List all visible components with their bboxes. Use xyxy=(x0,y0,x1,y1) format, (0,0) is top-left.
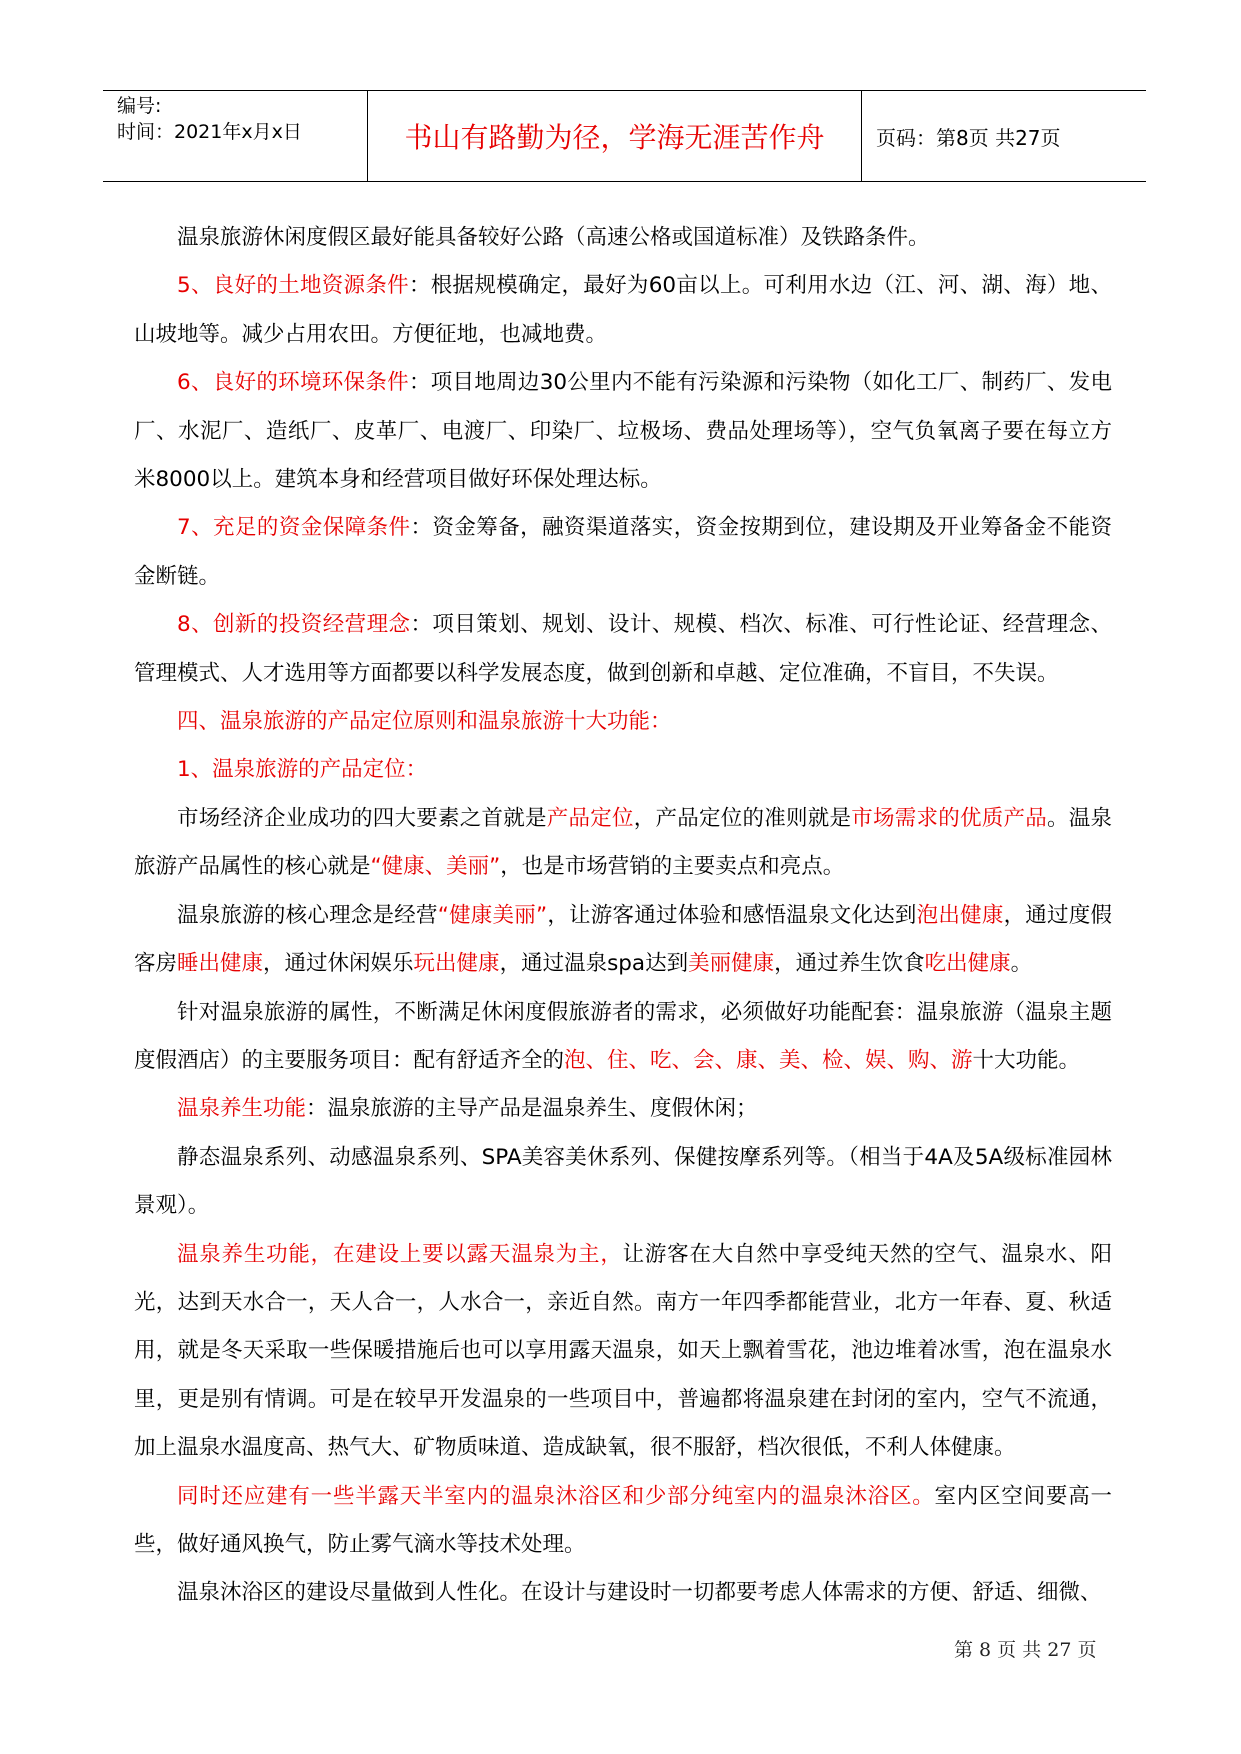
document-body xyxy=(134,214,1112,1618)
paragraph xyxy=(134,1569,1112,1617)
highlighted-text: 8、创新的投资经营理念 xyxy=(177,612,411,638)
body-text: ：温泉旅游的主导产品是温泉养生、度假休闲； xyxy=(306,1096,758,1122)
paragraph xyxy=(134,1134,1112,1231)
highlighted-text: 7、充足的资金保障条件 xyxy=(177,515,411,541)
highlighted-text: 产品定位 xyxy=(546,805,634,831)
paragraph xyxy=(134,746,1112,794)
paragraph xyxy=(134,989,1112,1086)
paragraph xyxy=(134,504,1112,601)
paragraph xyxy=(134,1231,1112,1473)
highlighted-text: 温泉养生功能，在建设上要以露天温泉为主， xyxy=(177,1241,623,1267)
highlighted-text: 美丽健康 xyxy=(688,951,775,977)
body-text: ，也是市场营销的主要卖点和亮点。 xyxy=(500,854,845,880)
highlighted-text: 市场需求的优质产品 xyxy=(851,805,1047,831)
body-text: 让游客在大自然中享受纯天然的空气、温泉水、阳光，达到天水合一，天人合一，人水合一，亲近自然。南方一年四季都能营业，北方一年春、夏、秋适用，就是冬天采取一些保暖措施后也可以享用露天温泉，如天上飘着雪花，池边堆着冰雪，泡在温泉水里，更是别有情调。可是在较早开发温泉的一些项目中，普遍都将温泉建在封闭的室内，空气不流通，加上温泉水温度高、热气大、矿物质味道、造成缺氧，很不服舒，档次很低，不利人体健康。 xyxy=(134,1241,1112,1461)
paragraph xyxy=(134,601,1112,698)
body-text: 。温泉旅游产品属性的核心就是 xyxy=(134,805,1112,880)
highlighted-text: 5、良好的土地资源条件 xyxy=(177,273,409,299)
body-text: 温泉旅游休闲度假区最好能具备较好公路（高速公格或国道标准）及铁路条件。 xyxy=(177,225,930,250)
body-text: ，产品定位的准则就是 xyxy=(633,805,852,831)
body-text: 温泉旅游的核心理念是经营 xyxy=(177,902,438,928)
header-motto: 书山有路勤为径，学海无涯苦作舟 xyxy=(368,91,862,181)
paragraph xyxy=(134,795,1112,892)
body-text: 十大功能。 xyxy=(972,1047,1081,1073)
serial-number-label: 编号: xyxy=(117,95,162,117)
paragraph xyxy=(134,1085,1112,1133)
highlighted-text: “健康美丽” xyxy=(437,902,548,928)
paragraph xyxy=(134,698,1112,746)
body-text: 温泉沐浴区的建设尽量做到人性化。在设计与建设时一切都要考虑人体需求的方便、舒适、细微、 xyxy=(177,1580,1102,1606)
body-text: ，让游客通过体验和感悟温泉文化达到 xyxy=(547,902,917,928)
paragraph xyxy=(134,359,1112,504)
highlighted-text: “健康、美丽” xyxy=(370,854,501,880)
body-text: 。 xyxy=(1010,951,1033,977)
body-text: 静态温泉系列、动感温泉系列、SPA美容美休系列、保健按摩系列等。（相当于4A及5A级标准园林景观）。 xyxy=(134,1144,1112,1219)
body-text: ：项目地周边30公里内不能有污染源和污染物（如化工厂、制药厂、发电厂、水泥厂、造纸厂、皮革厂、电渡厂、印染厂、垃极场、费品处理场等），空气负氧离子要在每立方米8000以上。建筑本身和经营项目做好环保处理达标。 xyxy=(134,370,1112,493)
body-text: ，通过养生饮食 xyxy=(774,951,925,977)
header-meta-cell xyxy=(103,91,368,181)
body-text: 室内区空间要高一些，做好通风换气，防止雾气滴水等技术处理。 xyxy=(134,1483,1112,1557)
body-text: ，通过温泉spa达到 xyxy=(499,951,689,977)
highlighted-text: 吃出健康 xyxy=(924,951,1011,977)
highlighted-text: 泡、住、吃、会、康、美、检、娱、购、游 xyxy=(564,1047,973,1073)
highlighted-text: 泡出健康 xyxy=(916,902,1004,928)
page-footer: 第 8 页 共 27 页 xyxy=(954,1639,1097,1661)
body-text: 市场经济企业成功的四大要素之首就是 xyxy=(177,805,547,831)
body-text: ，通过休闲娱乐 xyxy=(263,951,414,977)
highlighted-text: 玩出健康 xyxy=(413,951,500,977)
highlighted-text: 睡出健康 xyxy=(177,951,264,977)
body-text: 针对温泉旅游的属性，不断满足休闲度假旅游者的需求，必须做好功能配套：温泉旅游（温泉主题度假酒店）的主要服务项目：配有舒适齐全的 xyxy=(134,999,1112,1073)
paragraph xyxy=(134,214,1112,262)
body-text: ：根据规模确定，最好为60亩以上。可利用水边（江、河、湖、海）地、山坡地等。减少占用农田。方便征地，也减地费。 xyxy=(134,273,1112,347)
highlighted-text: 同时还应建有一些半露天半室内的温泉沐浴区和少部分纯室内的温泉沐浴区。 xyxy=(177,1483,935,1509)
highlighted-text: 温泉养生功能 xyxy=(177,1096,307,1122)
document-header xyxy=(103,90,1146,182)
time-label: 时间：2021年x月x日 xyxy=(117,121,302,143)
paragraph xyxy=(134,1473,1112,1570)
highlighted-text: 6、良好的环境环保条件 xyxy=(177,370,409,396)
highlighted-text: 1、温泉旅游的产品定位： xyxy=(177,757,428,783)
header-page-code: 页码：第8页 共27页 xyxy=(876,125,1061,150)
body-text: ：资金筹备，融资渠道落实，资金按期到位，建设期及开业筹备金不能资金断链。 xyxy=(134,515,1112,589)
paragraph xyxy=(134,892,1112,989)
paragraph xyxy=(134,262,1112,359)
body-text: ，通过度假客房 xyxy=(134,902,1112,977)
body-text: ：项目策划、规划、设计、规模、档次、标准、可行性论证、经营理念、管理模式、人才选用等方面都要以科学发展态度，做到创新和卓越、定位准确，不盲目，不失误。 xyxy=(134,612,1112,686)
highlighted-text: 四、温泉旅游的产品定位原则和温泉旅游十大功能： xyxy=(177,709,672,735)
